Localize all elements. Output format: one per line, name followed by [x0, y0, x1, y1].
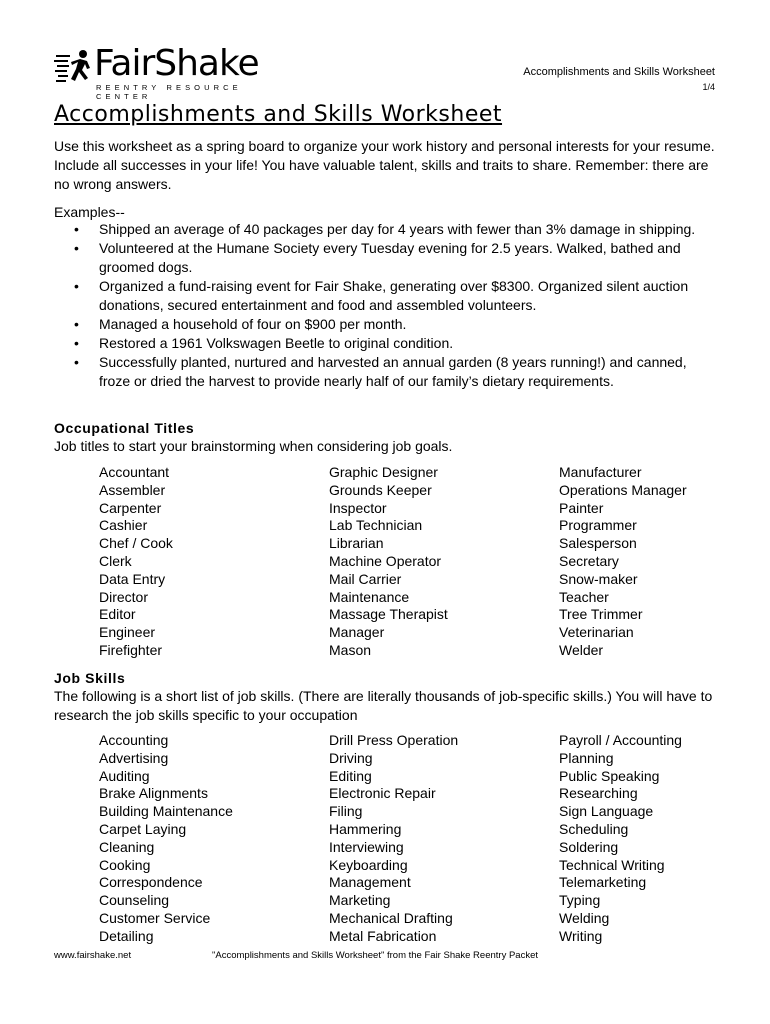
list-item: Programmer	[559, 517, 637, 534]
list-item: Technical Writing	[559, 856, 665, 873]
list-item: Secretary	[559, 552, 619, 569]
list-item: Assembler	[99, 481, 166, 498]
footer-website: www.fairshake.net	[54, 950, 132, 961]
list-item: Advertising	[99, 749, 169, 766]
list-item: Painter	[559, 499, 604, 516]
running-person-icon	[54, 48, 94, 86]
list-item: Welder	[559, 641, 604, 658]
list-item: Mail Carrier	[329, 570, 402, 587]
list-item: Chef / Cook	[99, 535, 173, 552]
list-item: Detailing	[99, 927, 154, 944]
list-item: Snow-maker	[559, 570, 638, 587]
list-item: Carpet Laying	[99, 820, 187, 837]
list-item: Tree Trimmer	[559, 606, 643, 623]
list-item: Writing	[559, 927, 603, 944]
list-item: Interviewing	[329, 838, 404, 855]
bullet-icon: •	[74, 221, 79, 237]
list-item: Counseling	[99, 892, 170, 909]
examples-label: Examples--	[54, 204, 125, 220]
skills-column-1	[99, 732, 233, 946]
list-item: Accounting	[99, 732, 169, 748]
list-item: Sign Language	[559, 803, 654, 820]
list-item: Driving	[329, 749, 373, 766]
occupational-column-2	[329, 464, 448, 660]
fairshake-logo	[54, 43, 274, 101]
list-item: Auditing	[99, 767, 150, 784]
list-item: Researching	[559, 785, 638, 802]
list-item: Hammering	[329, 820, 402, 837]
list-item: Drill Press Operation	[329, 732, 459, 748]
list-item: Cooking	[99, 856, 151, 873]
list-item: Grounds Keeper	[329, 481, 432, 498]
list-item: Soldering	[559, 838, 619, 855]
skills-column-3	[559, 732, 682, 946]
list-item: Director	[99, 588, 149, 605]
list-item: Editing	[329, 767, 372, 784]
footer-source: "Accomplishments and Skills Worksheet" from the Fair Shake Reentry Packet	[212, 950, 539, 961]
list-item: Manager	[329, 624, 385, 641]
list-item: Data Entry	[99, 570, 166, 587]
list-item: Massage Therapist	[329, 606, 448, 623]
list-item: Veterinarian	[559, 624, 634, 641]
occupational-column-3	[559, 464, 687, 660]
occupational-intro: Job titles to start your brainstorming when considering job goals.	[54, 438, 453, 454]
list-item: Cleaning	[99, 838, 155, 855]
bullet-icon: •	[74, 335, 79, 351]
list-item: Carpenter	[99, 499, 162, 516]
bullet-icon: •	[74, 240, 79, 256]
list-item: • Organized a fund-raising event for Fair Shake, generating over $8300. Organized silent auction donations, secured entertainment and food and assembled volunteers.	[74, 278, 689, 313]
list-item: Mechanical Drafting	[329, 909, 453, 926]
logo-name: FairShake	[94, 43, 259, 84]
bullet-icon: •	[74, 316, 79, 332]
list-item: • Restored a 1961 Volkswagen Beetle to original condition.	[74, 335, 454, 351]
logo-subtitle: REENTRY RESOURCE CENTER	[96, 83, 242, 101]
list-item: Telemarketing	[559, 874, 647, 891]
list-item: Customer Service	[99, 909, 211, 926]
list-item: Welding	[559, 909, 610, 926]
list-item: Salesperson	[559, 535, 637, 552]
list-item: Graphic Designer	[329, 464, 438, 480]
list-item: Accountant	[99, 464, 170, 480]
list-item: Brake Alignments	[99, 785, 208, 802]
list-item: Cashier	[99, 517, 148, 534]
list-item: Manufacturer	[559, 464, 642, 480]
occupational-column-1	[99, 464, 173, 660]
intro-paragraph: Use this worksheet as a spring board to organize your work history and personal interests for your resume. Include all successes in your life! You have valuable talent, skills and traits to share. Remember: there are no wrong answers.	[54, 138, 715, 192]
list-item: Payroll / Accounting	[559, 732, 682, 748]
list-item: Maintenance	[329, 588, 410, 605]
list-item: Firefighter	[99, 641, 163, 658]
list-item: Typing	[559, 892, 601, 909]
list-item: Engineer	[99, 624, 156, 641]
list-item: Machine Operator	[329, 552, 442, 569]
list-item: Filing	[329, 803, 363, 820]
list-item: Inspector	[329, 499, 387, 516]
list-item: Mason	[329, 641, 372, 658]
skills-column-2	[329, 732, 458, 946]
list-item: Editor	[99, 606, 136, 623]
list-item: Scheduling	[559, 820, 629, 837]
job-skills-intro: The following is a short list of job skills. (There are literally thousands of job-specific skills.) You will have to research the job skills specific to your occupation	[54, 688, 713, 723]
job-skills-heading: Job Skills	[54, 670, 126, 686]
list-item: • Managed a household of four on $900 per month.	[74, 316, 407, 332]
list-item: Planning	[559, 749, 614, 766]
examples-list	[54, 220, 720, 391]
list-item: Clerk	[99, 552, 132, 569]
list-item: Marketing	[329, 892, 391, 909]
list-item: Public Speaking	[559, 767, 660, 784]
bullet-icon: •	[74, 354, 79, 370]
page-title: Accomplishments and Skills Worksheet	[54, 102, 503, 127]
list-item: Operations Manager	[559, 481, 687, 498]
list-item: • Shipped an average of 40 packages per day for 4 years with fewer than 3% damage in shipping.	[74, 221, 696, 237]
list-item: • Successfully planted, nurtured and harvested an annual garden (8 years running!) and canned, froze or dried the harvest to provide nearly half of our family’s dietary requirements.	[74, 354, 687, 389]
list-item: Librarian	[329, 535, 384, 552]
list-item: • Volunteered at the Humane Society every Tuesday evening for 2.5 years. Walked, bathed and groomed dogs.	[74, 240, 681, 275]
list-item: Metal Fabrication	[329, 927, 437, 944]
list-item: Keyboarding	[329, 856, 408, 873]
occupational-titles-heading: Occupational Titles	[54, 420, 195, 436]
header-doc-title: Accomplishments and Skills Worksheet	[523, 66, 715, 78]
page-number: 1/4	[702, 82, 715, 92]
list-item: Teacher	[559, 588, 609, 605]
list-item: Management	[329, 874, 411, 891]
list-item: Lab Technician	[329, 517, 423, 534]
list-item: Electronic Repair	[329, 785, 436, 802]
bullet-icon: •	[74, 278, 79, 294]
list-item: Correspondence	[99, 874, 203, 891]
list-item: Building Maintenance	[99, 803, 233, 820]
